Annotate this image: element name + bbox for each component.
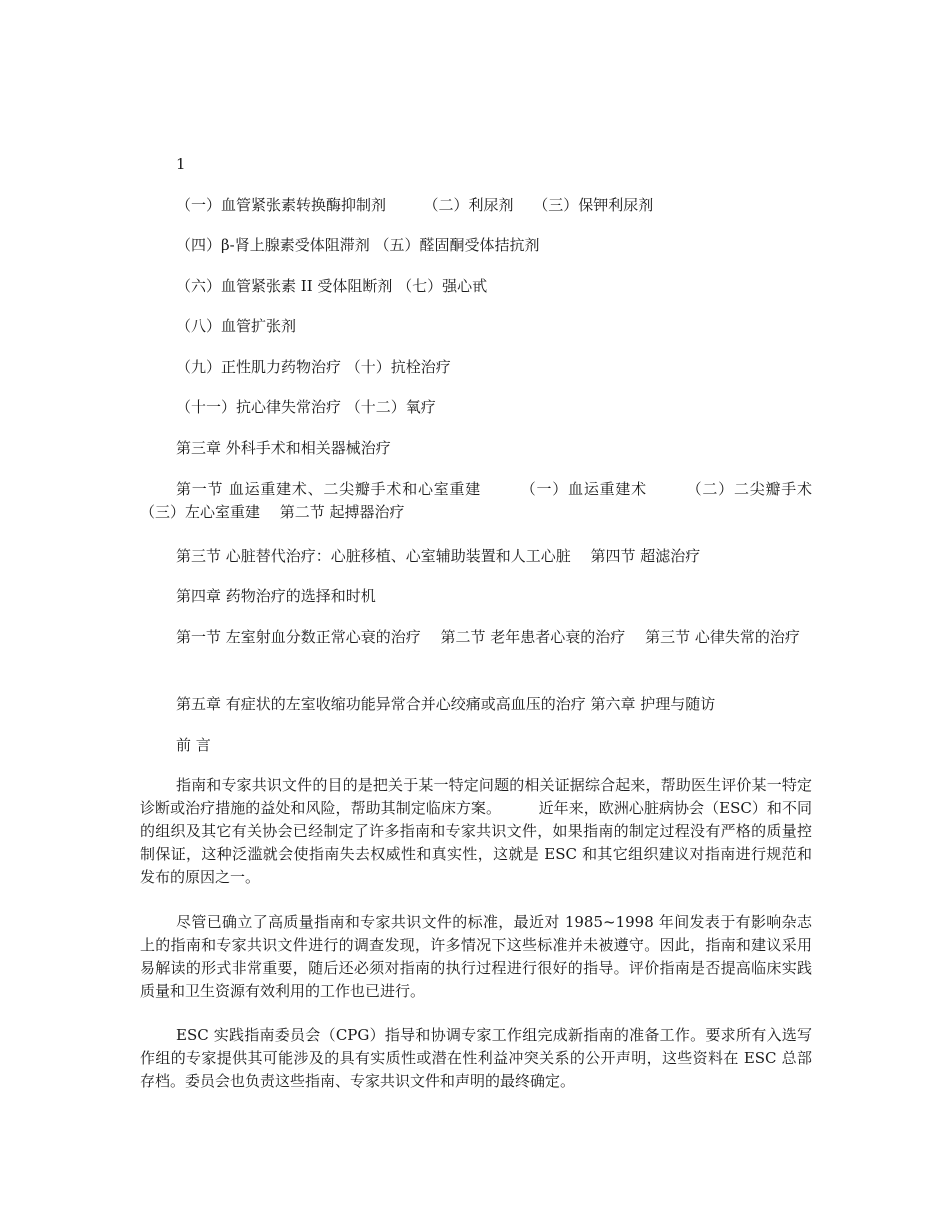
section-number: 1	[176, 155, 186, 173]
body-paragraph: 指南和专家共识文件的目的是把关于某一特定问题的相关证据综合起来，帮助医生评价某一特定诊断或治疗措施的益处和风险，帮助其制定临床方案。 近年来，欧洲心脏病协会（ESC）和不同的组织及其它有关协会已经制定了许多指南和专家共识文件，如果指南的制定过程没有严格的质量控制保证，这种泛滥就会使指南失去权威性和真实性，这就是 ESC 和其它组织建议对指南进行规范和发布的原因之一。	[140, 776, 812, 886]
preface-heading: 前 言	[176, 736, 211, 754]
toc-line: （四）β-肾上腺素受体阻滞剂 （五）醛固酮受体拮抗剂	[176, 236, 540, 254]
toc-line: （八）血管扩张剂	[176, 317, 297, 335]
chapter-heading: 第四章 药物治疗的选择和时机	[176, 587, 376, 605]
chapter-heading: 第三章 外科手术和相关器械治疗	[176, 439, 391, 457]
toc-line: （一）血管紧张素转换酶抑制剂 （二）利尿剂 （三）保钾利尿剂	[176, 196, 654, 214]
toc-paragraph: 第五章 有症状的左室收缩功能异常合并心绞痛或高血压的治疗 第六章 护理与随访	[176, 695, 716, 713]
toc-paragraph: 第一节 血运重建术、二尖瓣手术和心室重建 （一）血运重建术 （二）二尖瓣手术 （三）左心室重建 第二节 起搏器治疗	[140, 480, 858, 521]
toc-line: （十一）抗心律失常治疗 （十二）氧疗	[176, 398, 436, 416]
body-paragraph: ESC 实践指南委员会（CPG）指导和协调专家工作组完成新指南的准备工作。要求所有入选写作组的专家提供其可能涉及的具有实质性或潜在性利益冲突关系的公开声明，这些资料在 ESC 总部存档。委员会也负责这些指南、专家共识文件和声明的最终确定。	[140, 1026, 812, 1090]
toc-paragraph: 第三节 心脏替代治疗：心脏移植、心室辅助装置和人工心脏 第四节 超滤治疗	[176, 547, 701, 565]
toc-paragraph: 第一节 左室射血分数正常心衰的治疗 第二节 老年患者心衰的治疗 第三节 心律失常的治疗	[176, 628, 800, 646]
toc-line: （六）血管紧张素 II 受体阻断剂 （七）强心甙	[176, 277, 488, 295]
toc-line: （九）正性肌力药物治疗 （十）抗栓治疗	[176, 358, 451, 376]
body-paragraph: 尽管已确立了高质量指南和专家共识文件的标准，最近对 1985~1998 年间发表于有影响杂志上的指南和专家共识文件进行的调查发现，许多情况下这些标准并未被遵守。因此，指南和建议采用易解读的形式非常重要，随后还必须对指南的执行过程进行很好的指导。评价指南是否提高临床实践质量和卫生资源有效利用的工作也已进行。	[140, 913, 812, 1000]
